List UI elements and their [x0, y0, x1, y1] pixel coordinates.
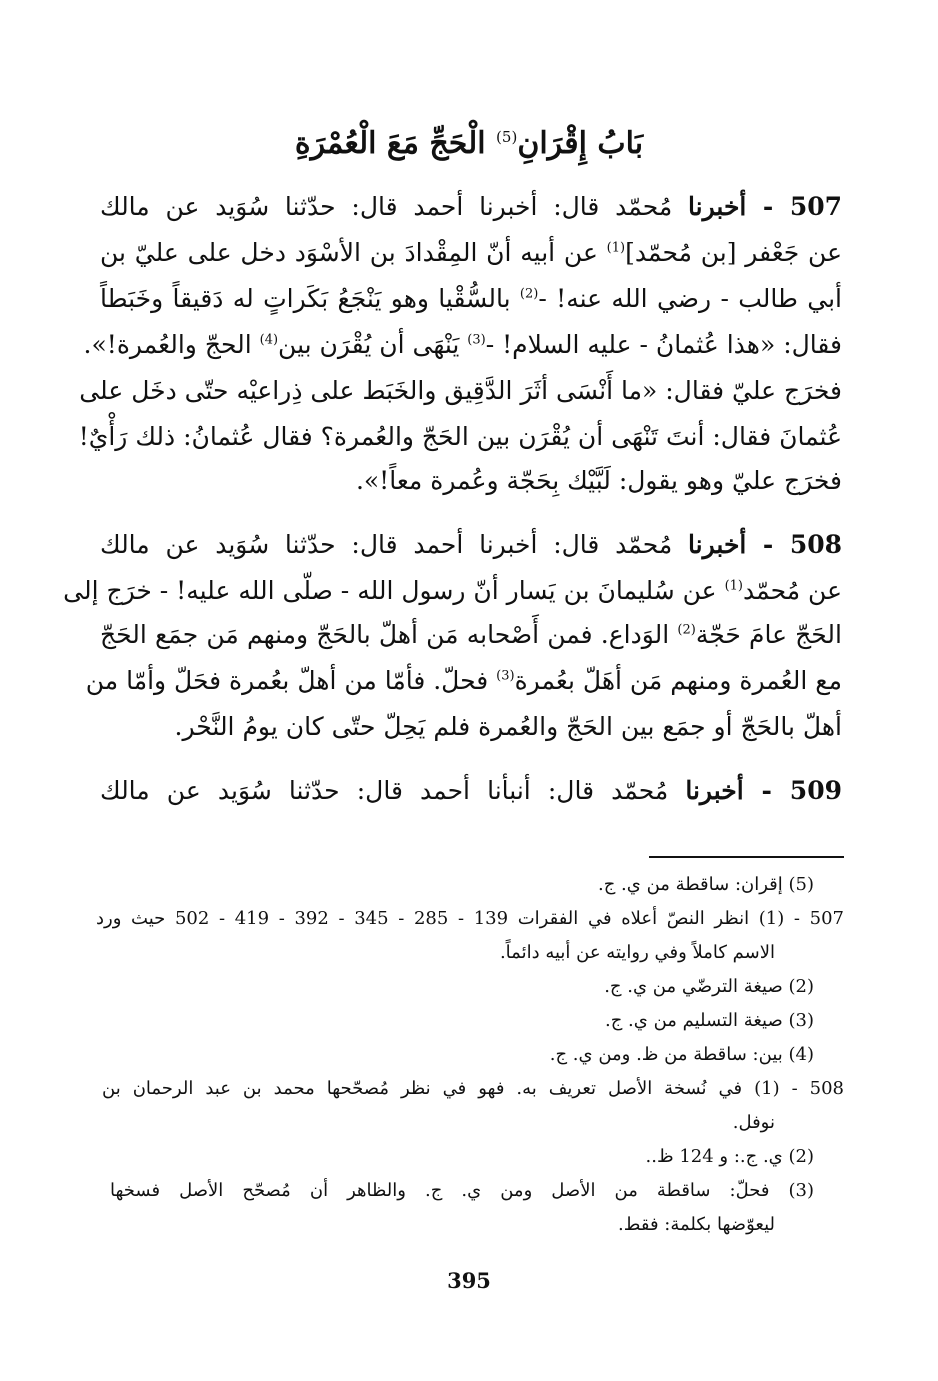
hadith-508-line-4 — [85, 666, 842, 695]
hadith-508-line-2 — [63, 576, 842, 605]
chapter-title — [0, 126, 938, 161]
footnote-line: (3) فحلّ: ساقطة من الأصل ومن ي. ج. والظاهر أن مُصحّح الأصل فسخها — [110, 1180, 814, 1201]
title-footnote-ref: (5) — [496, 128, 518, 146]
line-text: مع العُمرة ومنهم مَن أهَلّ بعُمرة — [514, 666, 842, 695]
line-text: عن أبيه أنّ المِقْدادَ بن الأسْوَد دخل على عليّ بن — [100, 238, 607, 267]
footnote-line: 507 - (1) انظر النصّ أعلاه في الفقرات 139 - 285 - 345 - 392 - 419 - 502 حيث ورد — [96, 908, 845, 929]
hadith-number: 508 - أخبرنا — [688, 530, 842, 559]
hadith-number: 507 - أخبرنا — [688, 192, 842, 221]
hadith-508-line-1 — [100, 530, 842, 559]
title-text-end: الْحَجِّ مَعَ الْعُمْرَةِ — [294, 126, 497, 161]
footnote-line: الاسم كاملاً وفي روايته عن أبيه دائماً. — [499, 942, 775, 963]
line-text: أبي طالب - رضي الله عنه! - — [538, 284, 842, 313]
footnote-ref: (3) — [496, 668, 515, 684]
footnote-line: (5) إقران: ساقطة من ي. ج. — [597, 874, 814, 895]
footnote-ref: (3) — [467, 332, 486, 348]
footnote-ref: (4) — [259, 332, 279, 348]
footnote-ref: (2) — [677, 622, 696, 638]
footnote-line: (3) صيغة التسليم من ي. ج. — [604, 1010, 814, 1031]
hadith-509-line-1 — [100, 776, 842, 805]
hadith-507-line-4 — [83, 330, 842, 359]
hadith-number: 509 - أخبرنا — [685, 776, 842, 805]
footnote-line: (2) ي. ج.: و 124 ظ.. — [645, 1146, 814, 1167]
line-text: عن مُحمّد — [743, 576, 842, 605]
line-text: مُحمّد قال: أنبأنا أحمد قال: حدّثنا سُوَيد عن مالك — [100, 776, 686, 805]
footnote-line: ليعوّضها بكلمة: فقط. — [618, 1214, 775, 1235]
hadith-507-line-5: فخرَج عليّ فقال: «ما أَنْسَى أثَرَ الدَّقِيق والخَبَط على ذِراعيْه حتّى دخَل على — [79, 376, 842, 405]
title-text: بَابُ إِقْرَانِ — [517, 126, 644, 161]
hadith-507-line-2 — [100, 238, 842, 267]
line-text: الحجّ والعُمرة!». — [83, 330, 260, 359]
hadith-507-line-1 — [100, 192, 842, 221]
hadith-507-line-7: فخرَج عليّ وهو يقول: لَبَّيْك بِحَجّة وعُمرة معاً!». — [355, 466, 842, 495]
hadith-507-line-6: عُثمانَ فقال: أنتَ تَنْهَى أن يُقْرَن بين الحَجّ والعُمرة؟ فقال عُثمانُ: ذلك رَأْيٌ! — [78, 422, 842, 451]
line-text: عن سُليمانَ بن يَسار أنّ رسول الله - صلّى الله عليه! - خرَج إلى — [63, 576, 725, 605]
hadith-508-line-3 — [100, 620, 842, 649]
line-text: عن جَعْفر [بن مُحمّد] — [625, 238, 842, 267]
line-text: فحلّ. فأمّا من أهلّ بعُمرة فحَلّ وأمّا من — [85, 666, 497, 695]
line-text: الحَجّ عامَ حَجّة — [695, 620, 842, 649]
line-text: الوَداع. فمن أَصْحابه مَن أهلّ بالحَجّ ومنهم مَن جمَع الحَجّ — [100, 620, 678, 649]
page-number: 395 — [447, 1268, 491, 1293]
footnote-line: 508 - (1) في نُسخة الأصل تعريف به. فهو في نظر مُصحّحها محمد بن عبد الرحمان بن — [102, 1078, 844, 1099]
line-text: فقال: «هذا عُثمانُ - عليه السلام! - — [485, 330, 842, 359]
footnote-divider — [649, 856, 844, 858]
footnote-line: (4) بين: ساقطة من ظ. ومن ي. ج. — [549, 1044, 814, 1065]
line-text: بالسُّقْيا وهو يَنْجَعُ بَكَراتٍ له دَقيقاً وخَبَطاً — [100, 284, 520, 313]
line-text: يَنْهَى أن يُقْرَن بين — [278, 330, 468, 359]
footnote-ref: (2) — [519, 286, 539, 302]
footnote-line: (2) صيغة الترضّي من ي. ج. — [604, 976, 814, 997]
footnote-ref: (1) — [724, 578, 743, 594]
footnote-line: نوفل. — [732, 1112, 775, 1133]
hadith-507-line-3 — [100, 284, 842, 313]
line-text: مُحمّد قال: أخبرنا أحمد قال: حدّثنا سُوَيد عن مالك — [100, 530, 689, 559]
hadith-508-line-5: أهلّ بالحَجّ أو جمَع بين الحَجّ والعُمرة فلم يَحِلّ حتّى كان يومُ النَّحْر. — [174, 712, 842, 741]
footnote-ref: (1) — [606, 240, 626, 256]
line-text: مُحمّد قال: أخبرنا أحمد قال: حدّثنا سُوَيد عن مالك — [100, 192, 689, 221]
